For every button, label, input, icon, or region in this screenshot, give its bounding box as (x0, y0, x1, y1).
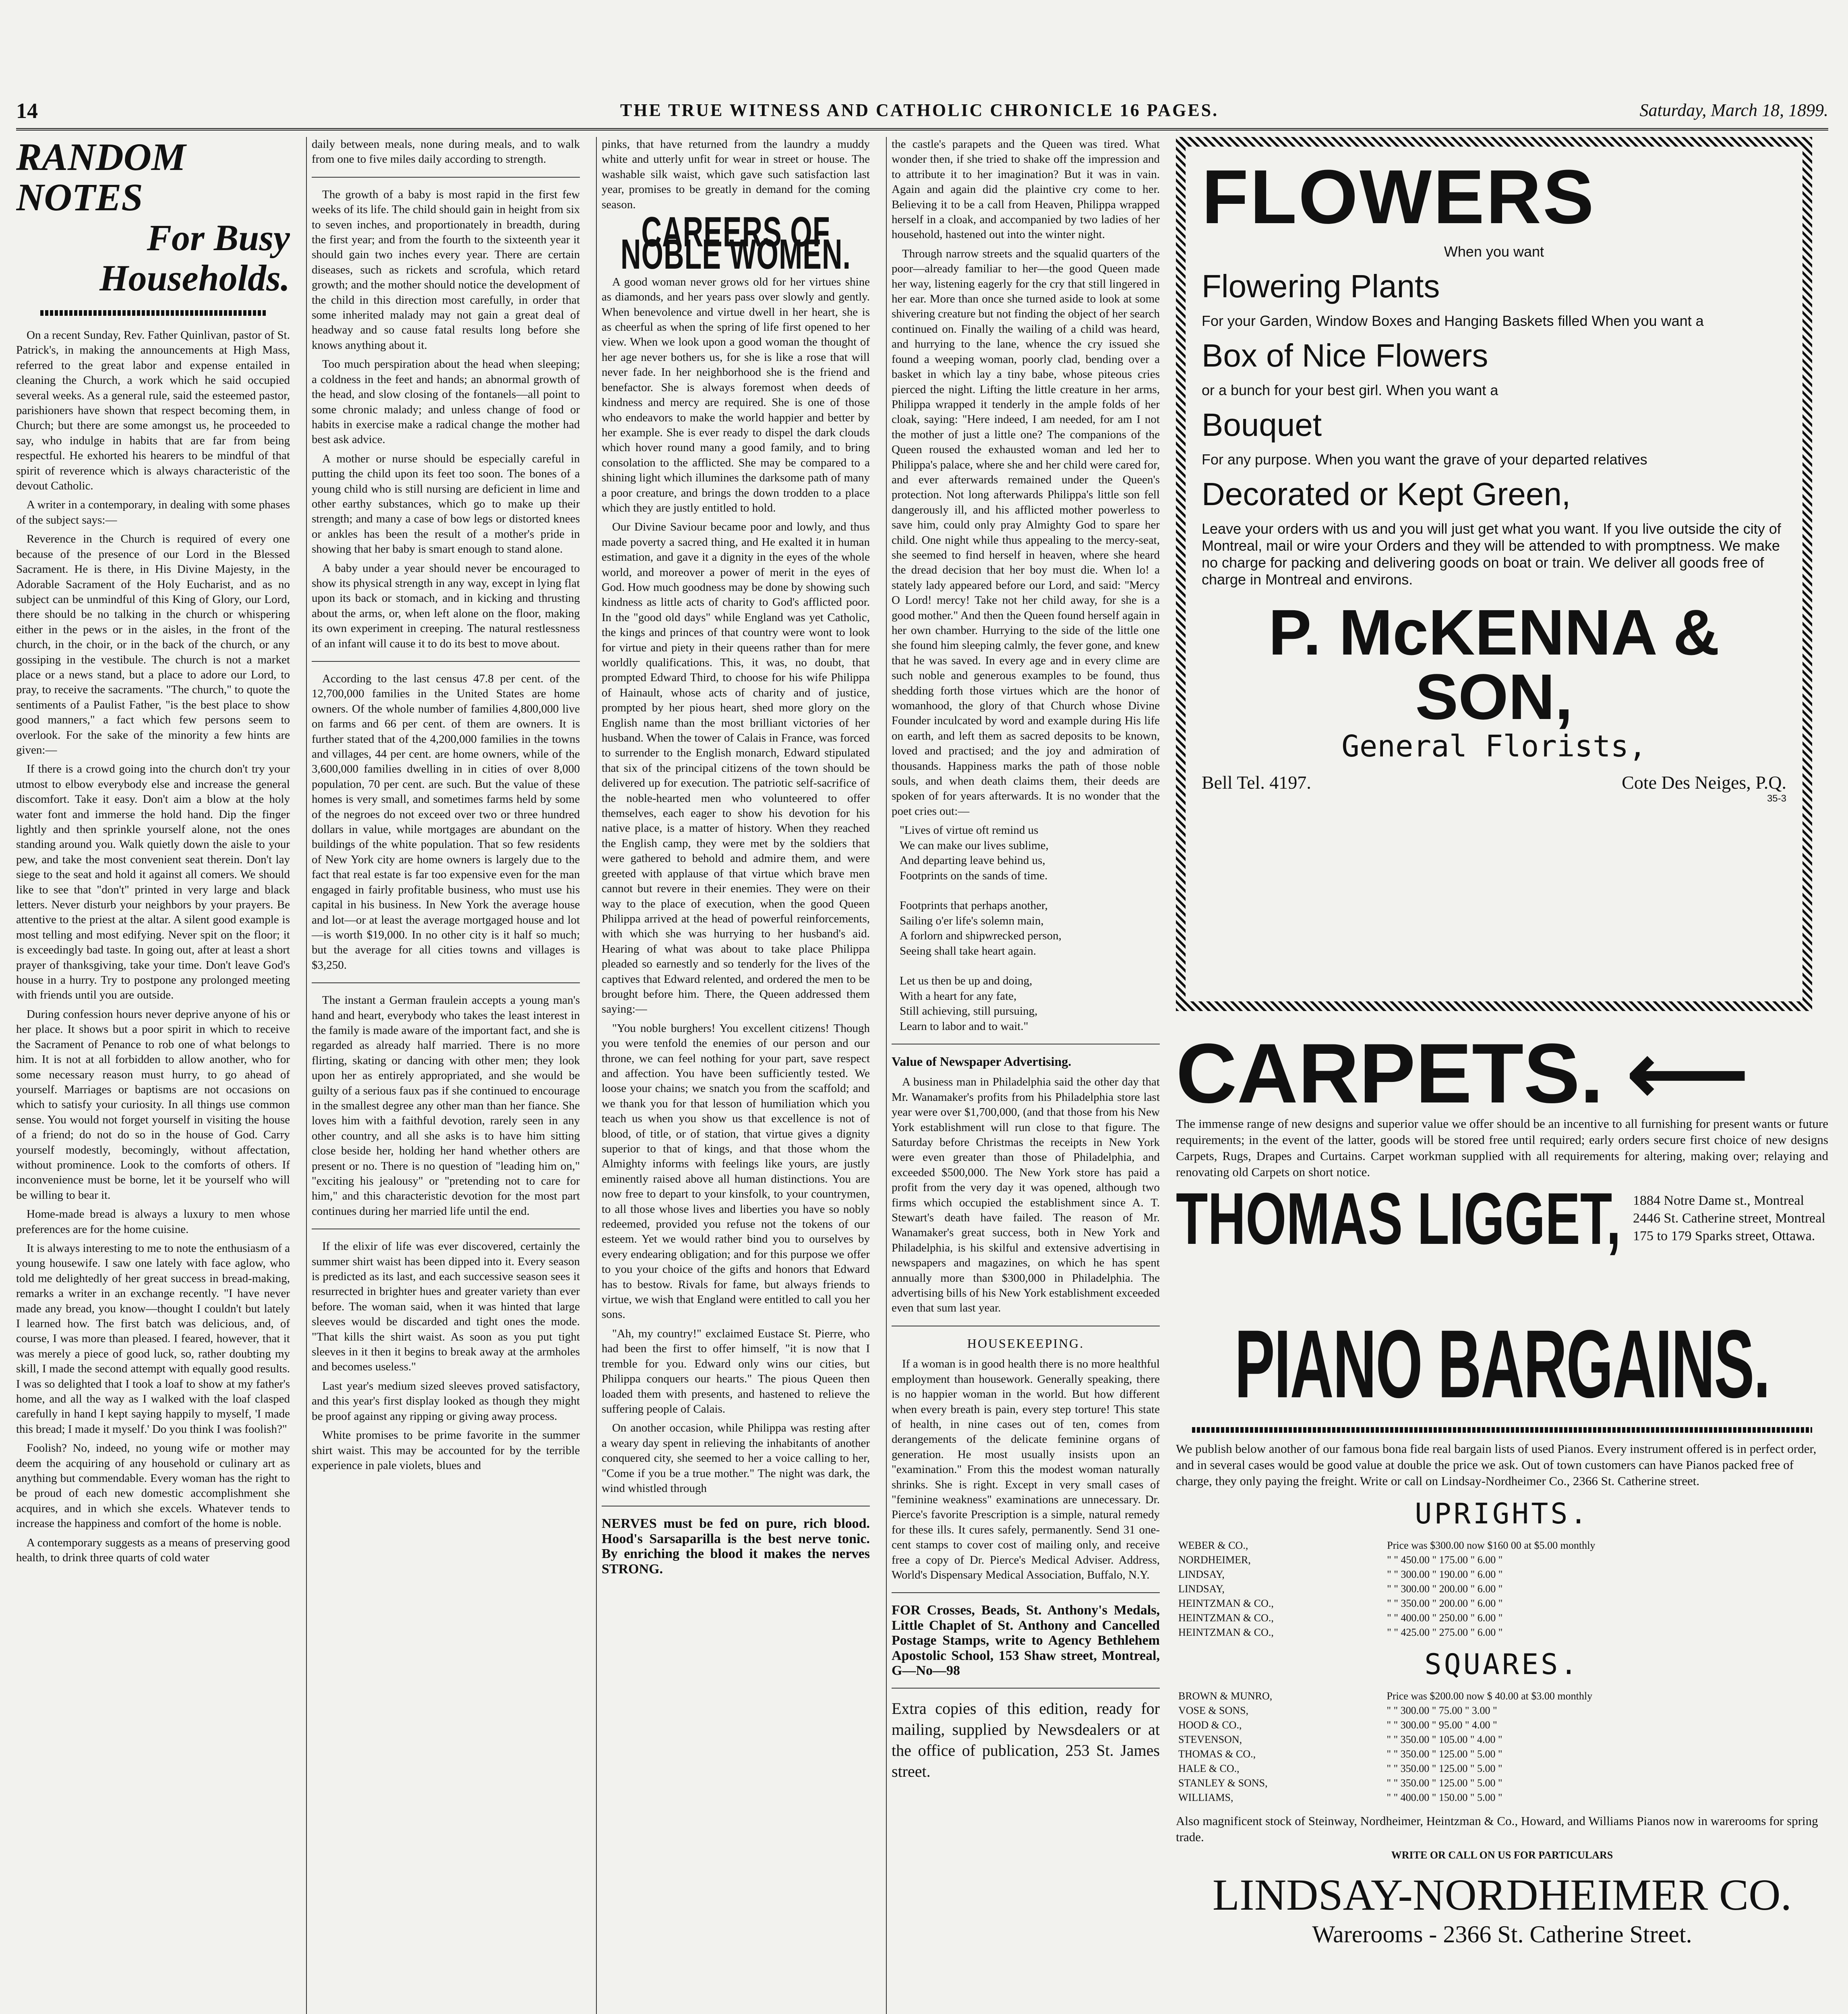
masthead (16, 93, 1828, 125)
paragraph: The growth of a baby is most rapid in the first few weeks of its life. The child should gain in height from six to seven inches, and proportionately in breadth, during the first year; and from the fourth to the sixteenth year it should gain two inches every year. There are certain diseases, such as rickets and scrofula, which retard growth; and the mother should notice the development of the child in this direction most carefully, in order that some inherited malady may not gain a great deal of headway and so cause fatal results long before she knows anything about it. (312, 188, 580, 352)
divider (312, 661, 580, 662)
firm-contact-row (1202, 772, 1786, 793)
table-row (1176, 1611, 1828, 1625)
price: " " 350.00 " 200.00 " 6.00 " (1387, 1598, 1503, 1609)
price: " " 450.00 " 175.00 " 6.00 " (1387, 1554, 1503, 1566)
price: " " 425.00 " 275.00 " 6.00 " (1387, 1627, 1503, 1638)
price: " " 350.00 " 125.00 " 5.00 " (1387, 1763, 1502, 1774)
price: " " 300.00 " 200.00 " 6.00 " (1387, 1583, 1503, 1595)
uprights-table (1176, 1538, 1828, 1640)
paragraph: Too much perspiration about the head when sleeping; a coldness in the feet and hands; an abnormal growth of the head, and slow closing of the fontanels—all point to some chronic malady; and unless change of food or habits in exercise make a radical change the mother had best ask advice. (312, 358, 580, 446)
paragraph: The instant a German fraulein accepts a young man's hand and heart, everybody who takes the least interest in the family is made aware of the important fact, and she is regarded as already half married. There is no more flirting, skating or dancing with other men; they look upon her as entirely appropriated, and she would be guilty of a serious faux pas if she continued to encourage in the smallest degree any other man than her fiance. She loves him with a faithful devotion, rarely seen in any other country, and all she asks is to have him sitting close beside her, holding her hand whether others are present or no. There is no question of "leading him on," "exciting his jealousy" or "pretending not to care for him," and this characteristic devotion for the most part continues during her married life until the end. (312, 994, 580, 1218)
carpets-title (1176, 1026, 1828, 1121)
paragraph: A good woman never grows old for her virtues shine as diamonds, and her years pass over slowly and gently. When benevolence and virtue dwell in her heart, she is as cheerful as when the spring of life first opened to her view. When we look upon a good woman the thought of her age never bothers us, for she is like a rose that will never fade. In her neighborhood she is the friend and benefactor. She is always foremost when deeds of kindness and mercy are required. She is one of those who endeavors to make the world happier and better by her example. She is ever ready to dispel the dark clouds which hover round many a good family, and to bring consolation to the afflicted. She may be compared to a shining light which illumines the darksome path of many a poor creature, and brings the down trodden to a place which they are justly entitled to hold. (602, 275, 870, 514)
maker: LINDSAY, (1178, 1569, 1225, 1580)
poem-line: A forlorn and shipwrecked person, (900, 929, 1062, 943)
hoods-ad: NERVES must be fed on pure, rich blood. Hood's Sarsaparilla is the best nerve tonic. By enriching the blood it makes the nerves STRONG. (602, 1516, 870, 1577)
carpets-dealer (1176, 1177, 1828, 1260)
dealer-addresses (1633, 1192, 1825, 1245)
crosses-ad: FOR Crosses, Beads, St. Anthony's Medals, Little Chaplet of St. Anthony and Cancelled Postage Stamps, write to Agency Bethlehem Apostolic School, 153 Shaw street, Montreal, G—No—98 (892, 1603, 1160, 1678)
paragraph: "Ah, my country!" exclaimed Eustace St. Pierre, who had been the first to offer himself, "it is now that I tremble for you. Edward only wins our cities, but Philippa conquers our hearts." The pious Queen then loaded them with presents, and hastened to relieve the suffering people of Calais. (602, 1327, 870, 1415)
paragraph: pinks, that have returned from the laundry a muddy white and utterly unfit for wear in street or house. The washable silk waist, which gave such satisfaction last year, promises to be greatly in demand for the coming season. (602, 138, 870, 211)
paragraph: A business man in Philadelphia said the other day that Mr. Wanamaker's profits from his Philadelphia store last year were over $1,700,000, (and that those from his New York establishment will run close to that figure. The Saturday before Christmas the receipts in New York were even greater than those of Philadelphia, and exceeded $500,000. The New York store has paid a profit from the very day it was opened, although two firms which occupied the establishment since A. T. Stewart's death have failed. The reason of Mr. Wanamaker's great success, both in New York and Philadelphia, is his skilful and extensive advertising in newspapers and magazines, on which he has spent annually more than $300,000 in Philadelphia. The advertising bills of his New York establishment exceeded even that sum last year. (892, 1075, 1160, 1315)
maker: HOOD & CO., (1178, 1719, 1242, 1731)
table-row (1176, 1582, 1828, 1596)
advertising-heading: Value of Newspaper Advertising. (892, 1054, 1072, 1069)
price: Price was $200.00 now $ 40.00 at $3.00 monthly (1387, 1690, 1593, 1702)
table-row (1176, 1538, 1828, 1553)
dealer-address: 2446 St. Catherine street, Montreal (1633, 1211, 1825, 1226)
paragraph: It is always interesting to me to note the enthusiasm of a young housewife. I saw one lately with face aglow, who told me delightedly of her great success in bread-making, remarks a writer in an exchange recently. "I have never made any bread, you know—thought I couldn't but lately I learned how. The first batch was delicious, and, of course, I was more than pleased. I feared, however, that it was merely a piece of good luck, so, rather doubting my skill, I made the second attempt with equally good results. I was so delighted that I took a loaf to show at my father's home, and all the way as I walked with the loaf clasped carefully in hand I kept saying happily to myself, 'I made this bread; I made it myself.' Do you think I was foolish?" (16, 1241, 290, 1436)
dealer-address: 175 to 179 Sparks street, Ottawa. (1633, 1229, 1815, 1243)
poem-line: Let us then be up and doing, (900, 974, 1033, 988)
flowers-heading: Flowering Plants (1202, 268, 1440, 304)
paragraph: the castle's parapets and the Queen was tired. What wonder then, if she tried to shake off the impression and to attribute it to her imagination? But it was in vain. Again and again did the plaintive cry come to her. Believing it to be a call from Heaven, Philippa wrapped herself in a cloak, and accompanied by two ladies of her household, hastened out into the winter night. (892, 138, 1160, 241)
firm-address: Cote Des Neiges, P.Q. (1622, 772, 1786, 793)
paragraph: If there is a crowd going into the church don't try your utmost to elbow everybody else and increase the general discomfort. Take it easy. Don't aim a blow at the holy water font and immerse the hold hand. Dip the finger lightly and then sprinkle yourself alone, not the ones standing around you. Walk quietly down the aisle to your pew, and take the most convenient seat therein. Don't lay siege to the seat and hold it against all comers. We should like to see that "don't" printed in very large and black letters. Never disturb your neighbors by your prayers. Be attentive to the priest at the altar. A silent good example is most telling and most edifying. Never spit on the floor; it is exceedingly bad taste. In going out, after at least a short prayer of thanksgiving, take your time. Don't leave God's house in a hurry. Try to postpone any prolonged meeting with friends until you are outside. (16, 763, 290, 1002)
poem-line: Footprints on the sands of time. (900, 869, 1048, 882)
maker: NORDHEIMER, (1178, 1554, 1251, 1566)
piano-company: LINDSAY-NORDHEIMER CO. (1212, 1870, 1792, 1919)
flowers-heading: Bouquet (1202, 407, 1322, 443)
paragraph: A baby under a year should never be encouraged to show its physical strength in any way, except in lying flat upon its back or stomach, and in kicking and thrusting about the arms, or, when left alone on the floor, making its own experiment in creeping. The natural restlessness of an infant will cause it to do its best to move about. (312, 562, 580, 650)
price: " " 400.00 " 150.00 " 5.00 " (1387, 1792, 1502, 1803)
firm-name: P. McKENNA & SON, (1268, 596, 1720, 733)
squares-table (1176, 1689, 1828, 1805)
telephone: Bell Tel. 4197. (1202, 772, 1311, 793)
newspaper-title: THE TRUE WITNESS AND CATHOLIC CHRONICLE 16 PAGES. (620, 100, 1219, 120)
maker: HEINTZMAN & CO., (1178, 1598, 1274, 1609)
column-2 (306, 137, 580, 2014)
carpets-body: The immense range of new designs and superior value we offer should be an incentive to all furnishing for present wants or future requirements; in the event of the latter, goods will be stored free until required; early orders secure first choice of new designs Carpets, Rugs, Drapes and Curtains. Carpet workman supplied with all requirements for altering, making over; relaying and renovating old Carpets on short notice. (1176, 1117, 1828, 1179)
poem-line: With a heart for any fate, (900, 989, 1017, 1003)
flowers-line: Leave your orders with us and you will just get what you want. If you live outside the city of Montreal, mail or wire your Orders and they will be attended to with promptness. We make no charge for packing and delivering goods on boat or train. We deliver all goods free of charge in Montreal and environs. (1202, 520, 1781, 588)
poem-line: Sailing o'er life's solemn main, (900, 914, 1044, 927)
price: " " 300.00 " 75.00 " 3.00 " (1387, 1705, 1497, 1716)
divider (312, 982, 580, 983)
paragraph: On another occasion, while Philippa was resting after a weary day spent in relieving the inhabitants of another conquered city, she seemed to her a voice calling to her, "Come if you be a true mother." The night was dark, the wind whistled through (602, 1421, 870, 1495)
piano-ad (1176, 1297, 1828, 1948)
ad-ref: 35-3 (1767, 793, 1786, 804)
maker: HEINTZMAN & CO., (1178, 1627, 1274, 1638)
piano-write: WRITE OR CALL ON US FOR PARTICULARS (1391, 1849, 1613, 1861)
maker: HALE & CO., (1178, 1763, 1240, 1774)
table-row (1176, 1596, 1828, 1611)
poem-line: Seeing shall take heart again. (900, 944, 1037, 957)
maker: STANLEY & SONS, (1178, 1777, 1268, 1789)
firm-trade: General Florists, (1341, 729, 1647, 764)
poem-line: We can make our lives sublime, (900, 839, 1049, 852)
piano-also: Also magnificent stock of Steinway, Nordheimer, Heintzman & Co., Howard, and Williams Pianos now in warerooms for spring trade. (1176, 1814, 1818, 1844)
maker: STEVENSON, (1178, 1734, 1242, 1745)
flowers-title: FLOWERS (1202, 154, 1596, 240)
extra-copies-notice: Extra copies of this edition, ready for mailing, supplied by Newsdealers or at the office of publication, 253 St. James street. (892, 1699, 1160, 1781)
price: Price was $300.00 now $160 00 at $5.00 monthly (1387, 1540, 1596, 1551)
paragraph: On a recent Sunday, Rev. Father Quinlivan, pastor of St. Patrick's, in making the announcements at High Mass, referred to the great labor and expense entailed in cleaning the Church, a work which he said occupied several weeks. As a general rule, said the esteemed pastor, parishioners have shown that respect becoming them, in Church; but there are some amongst us, he proceeded to say, who indulge in habits that are far from being respectful. He exhorted his hearers to be mindful of that spirit of reverence which is always characteristic of the devout Catholic. (16, 329, 290, 493)
flowers-heading: Decorated or Kept Green, (1202, 476, 1571, 512)
random-notes-title: RANDOM NOTES (16, 137, 186, 219)
maker: WILLIAMS, (1178, 1792, 1233, 1803)
maker: LINDSAY, (1178, 1583, 1225, 1595)
poem-line: And departing leave behind us, (900, 854, 1045, 867)
paragraph: A writer in a contemporary, in dealing with some phases of the subject says:— (16, 498, 290, 526)
careers-heading: CAREERS OF NOBLE WOMEN. (621, 208, 851, 278)
paragraph: Through narrow streets and the squalid quarters of the poor—already familiar to her—the good Queen made her way, listening eagerly for the cry that still lingered in her ear. More than once she turned aside to look at some shivering creature but not finding the object of her search continued on. Finally the wailing of a child was heard, and hurrying to the lane, whence the cry issued she found a weeping woman, poorly clad, bending over a basket in which lay a tiny babe, whose piteous cries pierced the night. Lifting the little creature in her arms, Philippa wrapped it tenderly in the ample folds of her cloak, saying: "Here indeed, I am needed, for am I not the mother of just a little one? The companions of the Queen roused the exhausted woman and led her to Philippa's palace, where she and her child were cared for, and ever afterwards remained under the Queen's protection. Not long afterwards Philippa's little son fell dangerously ill, and his afflicted mother powerless to save him, could only pray Almighty God to spare her child. One night while thus appealing to the mercy-seat, she seemed to find herself in heaven, where she heard the dread decision that her boy must die. When lo! a stately lady appeared before our Lord, and said: "Mercy O Lord! mercy! Take not her child away, for she is a good mother." And then the Queen found herself again in her own chamber. Hurrying to the side of the little one she found him sleeping calmly, the fever gone, and knew that he was saved. In every age and in every clime are such noble and generous examples to be found, thus shedding forth those virtues which are the honor of womanhood, the glory of that Church whose Divine Founder inculcated by word and example during His life on earth, and left them as sacred deposits to be known, loved and practised; and the joy and admiration of thousands. Happiness marks the path of those noble souls, and when death claims them, their deeds are spoken of for years afterwards. It is no wonder that the poet cries out:— (892, 247, 1160, 818)
poem-line: Footprints that perhaps another, (900, 899, 1048, 912)
squares-heading: SQUARES. (1424, 1648, 1580, 1681)
paragraph: If a woman is in good health there is no more healthful employment than housework. Generally speaking, there is no happier woman in the world. But how different when every breath is pain, every step torture! This state of health, in nine cases out of ten, comes from derangements of the delicate feminine organs of generation. He most usually insists upon an "examination." From this the modest woman naturally shrinks. She is right. Except in very small cases of "feminine weakness" examinations are unnecessary. Dr. Pierce's favorite Prescription is a simple, natural remedy for these ills. It cures safely, permanently. Send 31 one-cent stamps to cover cost of mailing only, and receive free a copy of Dr. Pierce's Medical Adviser. Address, World's Dispensary Medical Association, Buffalo, N.Y. (892, 1357, 1160, 1581)
maker: WEBER & CO., (1178, 1540, 1248, 1551)
column-4 (886, 137, 1160, 2014)
poem-line (900, 959, 1160, 974)
paragraph: "You noble burghers! You excellent citizens! Though you were tenfold the enemies of our person and our throne, we can feel nothing for your part, save respect and affection. You have been sufficiently tested. We loose your chains; we snatch you from the scaffold; and we thank you for that lesson of humiliation which you teach us when you show us that excellence is not of blood, of title, or of station, that virtue gives a dignity superior to that of kings, and that those whom the Almighty informs with feelings like yours, are justly eminently raised above all human distinctions. You are now free to depart to your kinsfolk, to your countrymen, to all those whose lives and liberties you have so nobly redeemed, provided you refuse not the tokens of our esteem. Yet we would rather bind you to ourselves by every endearing obligation; and for this purpose we offer to you your choice of the gifts and honors that Edward has to bestow. Rivals for fame, but always friends to virtue, we wish that England were entitled to call you her sons. (602, 1022, 870, 1321)
paragraph: Foolish? No, indeed, no young wife or mother may deem the acquiring of any household or culinary art as anything but commendable. Every woman has the right to be proud of each new domestic accomplishment she acquires, and in which she excels. Whatever tends to increase the happiness and comfort of the home is noble. (16, 1442, 290, 1530)
divider (312, 177, 580, 178)
flowers-line: For your Garden, Window Boxes and Hanging Baskets filled When you want a (1202, 313, 1704, 329)
table-row (1176, 1747, 1828, 1761)
table-row (1176, 1776, 1828, 1790)
paragraph: Home-made bread is always a luxury to men whose preferences are for the home cuisine. (16, 1208, 290, 1236)
paragraph: Reverence in the Church is required of every one because of the presence of our Lord in the Blessed Sacrament. He is there, in His Divine Majesty, in the Adorable Sacrament of the Holy Eucharist, and as no subject can be unmindful of this King of Glory, our Lord, there should be no talking in the church or whispering either in the pews or in the aisles, in the front of the church, in the choir, or in the back of the church, or any gossiping in the vestibule. The church is not a market place or a news stand, but a place to adore our Lord, to pray, to receive the sacraments. "The church," to quote the sentiments of a Paulist Father, "is the best place to show good manners," a fact which few persons seem to overlook. For the sake of the minority a few hints are given:— (16, 533, 290, 756)
advertisements-column (1176, 137, 1836, 2014)
table-row (1176, 1761, 1828, 1776)
paragraph: According to the last census 47.8 per cent. of the 12,700,000 families in the United States are home owners. Of the whole number of families 4,800,000 live on farms and 66 per cent. of them are owners. It is further stated that of the 4,200,000 families in the towns and villages, 44 per cent. are home owners, while of the 3,600,000 families dwelling in in cities of over 8,000 population, 70 per cent. are such. But the value of these homes is very small, and sometimes farms held by some of the negroes do not exceed over two or three hundred dollars in value, while mortgages are abundant on the buildings of the white population. That so few residents of New York city are home owners is largely due to the fact that real estate is far too expensive even for the man engaged in fairly profitable business, who must use his capital in his business. In New York the average house and lot—or at least the average mortgaged house and lot—is worth $19,000. In no other city is it half so much; but the average for all cities towns and villages is $3,250. (312, 672, 580, 972)
ornament-divider (40, 310, 266, 316)
table-row (1176, 1567, 1828, 1582)
table-row (1176, 1732, 1828, 1747)
arrow-icon: ⟵ (1603, 1026, 1749, 1121)
poem-line (900, 883, 1160, 898)
poem-line: Learn to labor and to wait." (900, 1019, 1029, 1033)
uprights-heading: UPRIGHTS. (1415, 1497, 1589, 1530)
maker: THOMAS & CO., (1178, 1748, 1256, 1760)
table-row (1176, 1553, 1828, 1567)
divider (892, 1688, 1160, 1689)
carpets-title-text: CARPETS. (1176, 1026, 1604, 1121)
price: " " 350.00 " 105.00 " 4.00 " (1387, 1734, 1502, 1745)
piano-body: We publish below another of our famous bona fide real bargain lists of used Pianos. Every instrument offered is in perfect order, and in several cases would be good value at double the price we ask. Out of town customers can have Pianos packed free of charge, they only paying the freight. Write or call on Lindsay-Nordheimer Co., 2366 St. Catherine street. (1176, 1442, 1817, 1488)
divider (892, 1592, 1160, 1593)
paragraph: Last year's medium sized sleeves proved satisfactory, and this year's first display looked as though they might be proof against any ripping or giving away process. (312, 1379, 580, 1423)
price: " " 350.00 " 125.00 " 5.00 " (1387, 1748, 1502, 1760)
flowers-line: or a bunch for your best girl. When you want a (1202, 382, 1498, 398)
column-3 (596, 137, 870, 2014)
issue-date: Saturday, March 18, 1899. (1639, 100, 1828, 120)
flowers-line: For any purpose. When you want the grave of your departed relatives (1202, 451, 1647, 468)
paragraph: Our Divine Saviour became poor and lowly, and thus made poverty a sacred thing, and He exalted it in human estimation, and gave it a dignity in the eyes of the whole world, and moreover a power of merit in the eyes of God. How much goodness may be done by showing such kindness as little acts of charity to God's afflicted poor. In the "good old days" while England was yet Catholic, the kings and princes of that country were wont to look for virtue and piety in their queens rather than for mere worldly qualifications. This, it was, no doubt, that prompted Edward Third, to choose for his wife Philippa of Hainault, whose acts of charity and of justice, prompted by her pious heart, shed more glory on the English name than the most brilliant victories of her husband. When the tower of Calais in France, was forced to surrender to the English monarch, Edward stipulated that six of the principal citizens of the town should be delivered up for execution. The patriotic self-sacrifice of the noble-hearted men who volunteered to offer themselves, each eager to show his devotion for his native place, is a matter of history. When they reached the English camp, they were met by the soldiers that were gathered to behold and admire them, and were greeted with applause of that virtue which brave men cannot but revere in their enemies. They were on their way to the place of execution, when the good Queen Philippa arrived at the head of powerful reinforcements, with which she was hurrying to her husband's aid. Hearing of what was about to take place Philippa pleaded so earnestly and so tenderly for the lives of the captives that Edward relented, and ordered the men to be brought before him. There, the Queen addressed them saying:— (602, 520, 870, 1016)
paragraph: During confession hours never deprive anyone of his or her place. It shows but a poor spirit in which to receive the Sacrament of Penance to rob one of what belongs to him. It is not at all forbidden to allow another, who for some necessary reason must hurry, to go ahead of yourself. Marriages or baptisms are not occasions on which to satisfy your curiosity. In all things use common sense. You would not forget yourself in visiting the house of a friend; do not do so in the house of God. Carry yourself modestly, becomingly, without affectation, without prominence. Look to the comforts of others. If inconvenience must be borne, let it be yourself who will be willing to bear it. (16, 1007, 290, 1202)
table-row (1176, 1625, 1828, 1640)
paragraph: A mother or nurse should be especially careful in putting the child upon its feet too soon. The bones of a young child who is still nursing are deficient in lime and other earthy substances, which go to make up their strength; and many a case of bow legs or distorted knees or ankles has been the result of a mother's pride in showing that her baby is smart enough to stand alone. (312, 452, 580, 556)
piano-title: PIANO BARGAINS. (1234, 1310, 1770, 1418)
piano-warerooms: Warerooms - 2366 St. Catherine Street. (1312, 1921, 1692, 1948)
paragraph: daily between meals, none during meals, and to walk from one to five miles daily according to strength. (312, 138, 580, 166)
dealer-name: THOMAS LIGGET, (1176, 1177, 1621, 1260)
price: " " 350.00 " 125.00 " 5.00 " (1387, 1777, 1502, 1789)
poem-line: "Lives of virtue oft remind us (900, 824, 1039, 837)
ornament-divider (1192, 1427, 1812, 1433)
maker: BROWN & MUNRO, (1178, 1690, 1273, 1702)
housekeeping-heading: HOUSEKEEPING. (967, 1336, 1084, 1351)
poem (900, 823, 1160, 1034)
column-random-notes (16, 137, 290, 2014)
price: " " 300.00 " 190.00 " 6.00 " (1387, 1569, 1503, 1580)
dealer-address: 1884 Notre Dame st., Montreal (1633, 1193, 1804, 1208)
paragraph: If the elixir of life was ever discovered, certainly the summer shirt waist has been dipped into it. Every season is predicted as its last, and each successive season sees it resurrected in brighter hues and greater variety than ever before. The woman said, when it was hinted that large sleeves would be discarded and tight ones the mode. "That kills the shirt waist. As soon as you put tight sleeves in it then it begins to break away at the armholes and becomes useless." (312, 1240, 580, 1374)
flowers-line: When you want (1444, 243, 1544, 260)
table-row (1176, 1790, 1828, 1805)
masthead-rule (16, 128, 1828, 131)
carpets-ad (1176, 1026, 1828, 1260)
paragraph: White promises to be prime favorite in the summer shirt waist. This may be accounted for by the terrible experience in pale violets, blues and (312, 1429, 580, 1472)
flowers-heading: Box of Nice Flowers (1202, 338, 1488, 373)
table-row (1176, 1718, 1828, 1732)
poem-line: Still achieving, still pursuing, (900, 1005, 1038, 1018)
table-row (1176, 1689, 1828, 1703)
table-row (1176, 1703, 1828, 1718)
maker: HEINTZMAN & CO., (1178, 1612, 1274, 1624)
flowers-ad (1176, 137, 1812, 1011)
maker: VOSE & SONS, (1178, 1705, 1249, 1716)
random-notes-subtitle: For Busy Households. (99, 217, 290, 298)
page-number: 14 (16, 99, 38, 123)
price: " " 300.00 " 95.00 " 4.00 " (1387, 1719, 1497, 1731)
price: " " 400.00 " 250.00 " 6.00 " (1387, 1612, 1503, 1624)
paragraph: A contemporary suggests as a means of preserving good health, to drink three quarts of cold water (16, 1536, 290, 1564)
